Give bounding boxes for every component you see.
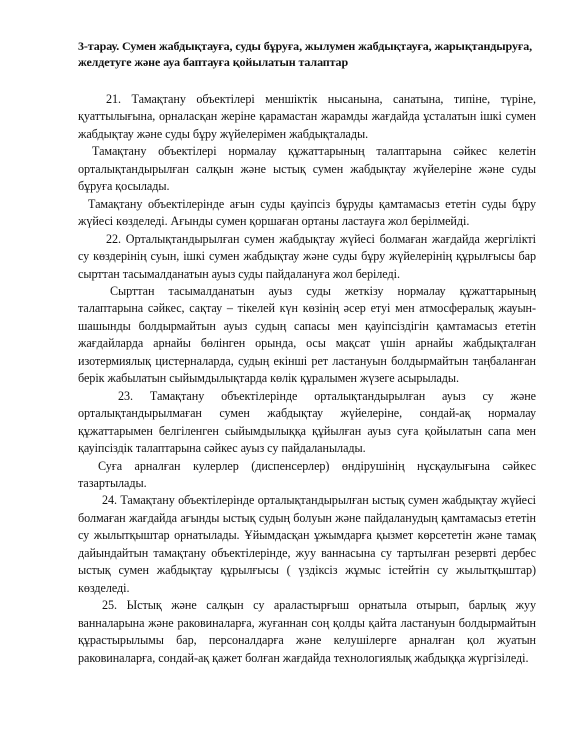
- paragraph-22-delivery: Сырттан тасымалданатын ауыз суды жеткізу нормалау құжаттарының талаптарына сәйкес, сақтау – тікелей күн көзінің әсер етуі мен атмосфералық жауын-шашынды болдырмайтын ауыз судың сапасы мен қауіпсіздігін қамтамасыз ететін жағдайларда арнайы бөлінген орында, осы мақсат үшін арнайы жабдықталған изотермиялық цистерналарда, судың екінші рет ластануын болдырмайтын таңбаланған берік жабылатын сыйымдылықтарда көлік құралымен жүзеге асырылады.: [78, 283, 536, 386]
- paragraph-23-coolers: Суға арналған кулерлер (диспенсерлер) өндірушінің нұсқаулығына сәйкес тазартылады.: [78, 458, 536, 490]
- paragraph-22: 22. Орталықтандырылған сумен жабдықтау жүйесі болмаған жағдайда жергілікті су көздерінің суын, ішкі сумен жабдықтау және суды бұру жүйелерінің құрылғысы бар сырттан тасымалданатын ауыз суды пайдалануға жол беріледі.: [78, 231, 536, 281]
- paragraph-23: 23. Тамақтану объектілерінде орталықтандырылған ауыз су және орталықтандырылмаған сумен жабдықтау жүйелеріне, сондай-ақ нормалау құжаттарымен белгіленген сыйымдылыққа құйылған ауыз суға қойылатын сапа мен қауіпсіздік талаптарына сәйкес ауыз су пайдаланылады.: [78, 388, 536, 456]
- paragraph-21-connection: Тамақтану объектілері нормалау құжаттарының талаптарына сәйкес келетін орталықтандырылған салқын және ыстық сумен жабдықтау жүйелеріне және суды бұруға қосылады.: [78, 144, 536, 194]
- paragraph-24: 24. Тамақтану объектілерінде орталықтандырылған ыстық сумен жабдықтау жүйесі болмаған жағдайда ағынды ыстық судың болуын және пайдаланудың қамтамасыз ететін су жылытқыштар орнатылады. Ұйымдасқан ұжымдарға қызмет көрсететін және тамақ дайындайтын тамақтану объектілерінде, жуу ваннасына су тартылған резервті дербес ыстық сумен жабдықтау құрылғысы ( үздіксіз жұмыс істейтін су жылытқыштар) көзделеді.: [78, 493, 536, 595]
- paragraph-21: 21. Тамақтану объектілері меншіктік нысанына, санатына, типіне, түріне, қуаттылығына, орналасқан жеріне қарамастан жарамды жағдайда ұсталатын ішкі сумен жабдықтау және суды бұру жүйелерімен жабдықталады.: [78, 92, 536, 141]
- paragraph-25: 25. Ыстық және салқын су араластырғыш орнатыла отырып, барлық жуу ванналарына және раковиналарға, жуғаннан соң қолды қайта ластануын болдырмайтын құрастырылымы бар, персоналдарға және келушілерге арналған қол жуатын раковиналарға, сондай-ақ қажет болған жағдайда технологиялық жабдыққа жүргізіледі.: [78, 598, 536, 665]
- chapter-heading: 3-тарау. Сумен жабдықтауға, суды бұруға, жылумен жабдықтауға, жарықтандыруға, желдетуге және ауа баптауға қойылатын талаптар: [78, 39, 532, 69]
- paragraph-21-drainage: Тамақтану объектілерінде ағын суды қауіпсіз бұруды қамтамасыз ететін суды бұру жүйесі көзделеді. Ағынды сумен қоршаған ортаны ластауға жол берілмейді.: [78, 196, 536, 229]
